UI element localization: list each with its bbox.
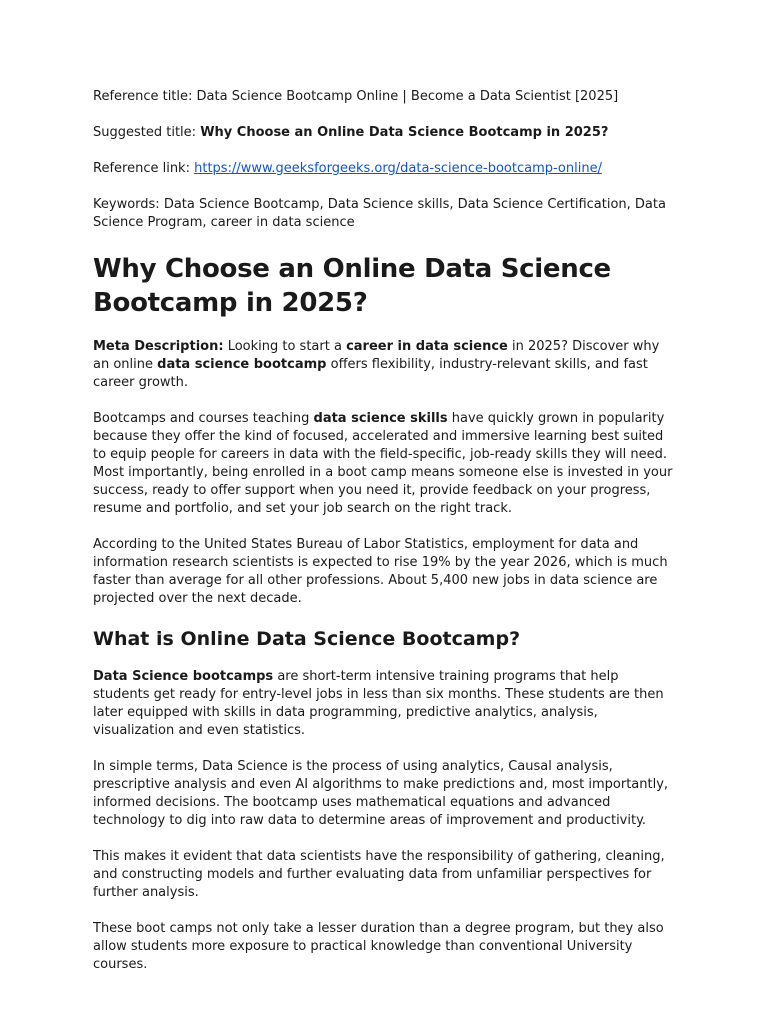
section-heading: What is Online Data Science Bootcamp? bbox=[93, 628, 521, 650]
simple-terms-paragraph: In simple terms, Data Science is the process of using analytics, Causal analysis, prescriptive analysis and even AI algorithms to make predictions and, most importantly, informed decisions. The bootcamp uses mathematical equations and advanced technology to dig into raw data to determine areas of improvement and productivity. bbox=[93, 759, 669, 828]
bootcamps-paragraph bbox=[93, 410, 678, 518]
meta-description-bold-1: career in data science bbox=[346, 339, 508, 354]
what-is-text-1: are short-term intensive training programs that help students get ready for entry-level jobs in less than six months. These students are then later equipped with skills in data programming, predictive analytics, analysis, visualization and even statistics. bbox=[93, 669, 664, 738]
keywords-value: Data Science Bootcamp, Data Science skills, Data Science Certification, Data Science Program, career in data science bbox=[93, 197, 666, 230]
reference-link-line bbox=[93, 160, 678, 178]
meta-description-text-1: Looking to start a bbox=[227, 339, 342, 354]
reference-title-label: Reference title: bbox=[93, 89, 193, 104]
meta-description-text-3: offers flexibility, industry-relevant skills, and fast career growth. bbox=[93, 357, 648, 390]
meta-description-label: Meta Description: bbox=[93, 339, 224, 354]
what-is-paragraph bbox=[93, 668, 678, 740]
page-title: Why Choose an Online Data Science Bootcamp in 2025? bbox=[93, 254, 611, 318]
reference-link[interactable]: https://www.geeksforgeeks.org/data-science-bootcamp-online/ bbox=[194, 161, 602, 176]
bootcamps-text-2: have quickly grown in popularity because they offer the kind of focused, accelerated and immersive learning best suited to equip people for careers in data with the field-specific, job-ready skills they will need. Most importantly, being enrolled in a boot camp means someone else is invested in your success, ready to offer support when you need it, provide feedback on your progress, resume and portfolio, and set your job search on the right track. bbox=[93, 411, 673, 516]
suggested-title-line bbox=[93, 124, 678, 142]
duration-paragraph: These boot camps not only take a lesser duration than a degree program, but they also allow students more exposure to practical knowledge than conventional University courses. bbox=[93, 921, 664, 972]
bootcamps-bold-1: data science skills bbox=[313, 411, 448, 426]
meta-description-paragraph bbox=[93, 338, 678, 392]
evident-paragraph: This makes it evident that data scientists have the responsibility of gathering, cleaning, and constructing models and further evaluating data from unfamiliar perspectives for further analysis. bbox=[93, 849, 665, 900]
reference-link-label: Reference link: bbox=[93, 161, 190, 176]
meta-description-text-2: in 2025? Discover why an online bbox=[93, 339, 660, 372]
what-is-bold-1: Data Science bootcamps bbox=[93, 669, 274, 684]
reference-title-line bbox=[93, 88, 678, 106]
meta-description-bold-2: data science bootcamp bbox=[157, 357, 327, 372]
bootcamps-text-1: Bootcamps and courses teaching bbox=[93, 411, 310, 426]
reference-title-value: Data Science Bootcamp Online | Become a Data Scientist [2025] bbox=[196, 89, 619, 104]
keywords-label: Keywords: bbox=[93, 197, 160, 212]
keywords-line bbox=[93, 196, 678, 232]
bls-paragraph: According to the United States Bureau of Labor Statistics, employment for data and information research scientists is expected to rise 19% by the year 2026, which is much faster than average for all other professions. About 5,400 new jobs in data science are projected over the next decade. bbox=[93, 537, 668, 606]
suggested-title-label: Suggested title: bbox=[93, 125, 197, 140]
suggested-title-value: Why Choose an Online Data Science Bootcamp in 2025? bbox=[200, 125, 609, 140]
